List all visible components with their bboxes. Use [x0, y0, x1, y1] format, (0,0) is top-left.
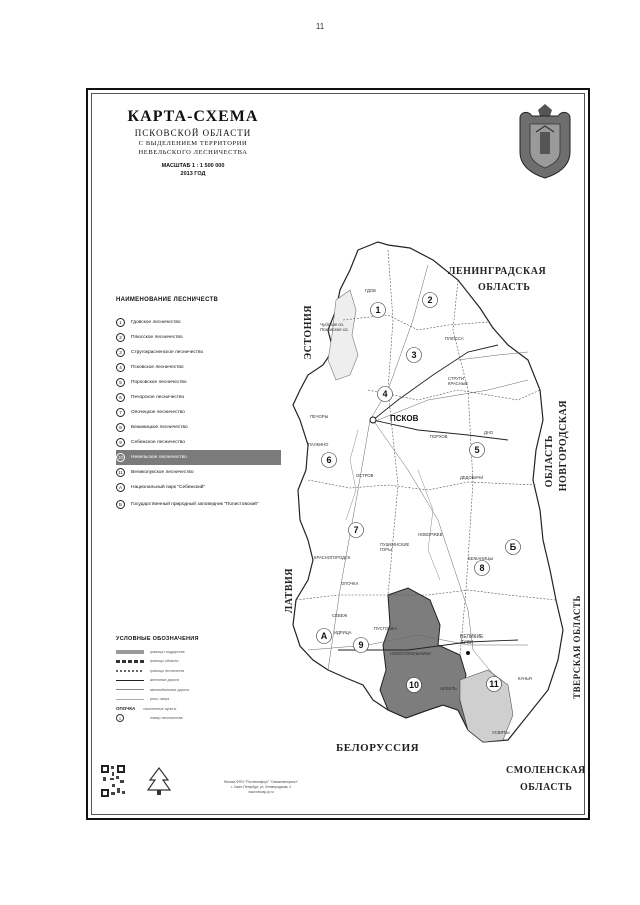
convention-item: [116, 714, 276, 724]
convention-item: [116, 695, 276, 705]
legend-item: [116, 435, 281, 450]
legend-number: А: [116, 483, 125, 492]
legend-number: Б: [116, 500, 125, 509]
city-krasnogorodsk: КРАСНОГОРОДСК: [314, 555, 351, 560]
legend-item: [116, 420, 281, 435]
convention-label: границы области: [150, 659, 179, 664]
state-border-symbol: [116, 650, 144, 654]
label-novgorod-1: НОВГОРОДСКАЯ: [558, 400, 569, 492]
convention-label: населенные пункты: [143, 706, 177, 711]
city-bezhanitsy: БЕЖАНИЦЫ: [468, 556, 494, 561]
legend-number: 7: [116, 408, 125, 417]
city-kunya: КУНЬЯ: [518, 676, 532, 681]
legend-item: [116, 390, 281, 405]
legend-item: [116, 480, 281, 495]
legend-number: 10: [117, 455, 123, 460]
district-number-4: 4: [382, 389, 388, 399]
map-region: ПСКОВСКОЙ ОБЛАСТИ: [134, 128, 252, 138]
city-novorzhev: НОВОРЖЕВ: [418, 532, 443, 537]
city-pushkinskie-gory: ПУШКИНСКИЕ ГОРЫ: [380, 542, 410, 552]
legend-item: [116, 315, 281, 330]
legend-number: 1: [116, 318, 125, 327]
legend-item: [116, 375, 281, 390]
convention-item: [116, 676, 276, 686]
footer-text: [196, 780, 326, 795]
city-pskov: ПСКОВ: [390, 414, 419, 423]
convention-label: номер лесничества: [150, 716, 183, 721]
label-leningrad-2: ОБЛАСТЬ: [478, 282, 531, 293]
legend-item: [116, 405, 281, 420]
city-sebezh: СЕБЕЖ: [332, 613, 348, 618]
label-estonia: ЭСТОНИЯ: [303, 305, 314, 360]
label-belarus: БЕЛОРУССИЯ: [336, 742, 420, 754]
district-number-a: А: [320, 631, 328, 641]
legend-label: Себежское лесничество: [131, 440, 185, 445]
city-opochka: ОПОЧКА: [341, 581, 359, 586]
legend-label: Стругокрасненское лесничество: [131, 350, 204, 355]
legend-item: [116, 465, 281, 480]
city-dno: ДНО: [484, 430, 494, 435]
convention-label: автомобильные дороги: [150, 687, 189, 692]
title-block: [98, 108, 288, 177]
settlement-symbol: ОПОЧКА: [116, 706, 136, 712]
city-gdov: ГДОВ: [365, 288, 376, 293]
organization-logo-icon: [146, 766, 172, 796]
city-velikiye-luki: ВЕЛИКИЕ ЛУКИ: [460, 634, 484, 646]
legend-title: НАИМЕНОВАНИЕ ЛЕСНИЧЕСТВ: [116, 297, 219, 303]
convention-label: граница государства: [150, 649, 185, 654]
road-symbol: [116, 689, 144, 690]
city-dedovichi: ДЕДОВИЧИ: [460, 475, 484, 480]
legend-number: 5: [116, 378, 125, 387]
conventions-legend: [116, 636, 276, 723]
label-smolensk-1: СМОЛЕНСКАЯ: [506, 765, 586, 776]
river-symbol: [116, 699, 144, 700]
legend-label: Опочецкое лесничество: [131, 410, 185, 415]
legend-item: [116, 495, 281, 513]
district-number-11: 11: [489, 679, 499, 689]
label-leningrad-1: ЛЕНИНГРАДСКАЯ: [448, 266, 547, 277]
convention-label: границы лесничеств: [150, 668, 185, 673]
district-number-9: 9: [358, 640, 364, 650]
city-novosokolniki: НОВОСОКОЛЬНИКИ: [390, 651, 431, 656]
district-number-2: 2: [427, 295, 433, 305]
district-number-7: 7: [353, 525, 359, 535]
footer-line-2: г. Санкт-Петербург, ул. Ленинградская, 4: [231, 785, 291, 789]
qr-code-icon: [100, 764, 126, 798]
forestry-legend: [116, 297, 281, 513]
legend-label: Великолукское лесничество: [131, 470, 194, 475]
legend-number: 3: [116, 348, 125, 357]
city-usvyaty: УСВЯТЫ: [492, 730, 510, 735]
label-novgorod-2: ОБЛАСТЬ: [544, 435, 555, 488]
legend-number: 11: [116, 468, 125, 477]
legend-label: Национальный парк "Себежский": [131, 485, 206, 490]
city-idritsa: ИДРИЦА: [334, 630, 352, 635]
city-ostrov: ОСТРОВ: [356, 473, 374, 478]
city-palkino: ПАЛКИНО: [308, 442, 329, 447]
convention-label: реки, озера: [150, 697, 170, 702]
label-smolensk-2: ОБЛАСТЬ: [520, 782, 573, 793]
district-number-5: 5: [474, 445, 480, 455]
legend-label: Бежаницкое лесничество: [131, 425, 188, 430]
convention-item: [116, 704, 276, 714]
legend-item: [116, 330, 281, 345]
convention-item: [116, 666, 276, 676]
lake-label: Чудское оз. Псковское оз.: [320, 322, 349, 332]
convention-label: железные дороги: [150, 678, 179, 683]
legend-item: [116, 360, 281, 375]
city-pustoshka: ПУСТОШКА: [374, 626, 398, 631]
forestry-border-symbol: [116, 670, 144, 672]
coat-of-arms-icon: [516, 102, 574, 180]
district-number-3: 3: [411, 350, 417, 360]
map-scale: МАСШТАБ 1 : 1 500 000: [161, 163, 225, 169]
legend-label: Невельское лесничество: [131, 455, 187, 460]
district-number-b: Б: [509, 542, 517, 552]
city-strugi-krasnye: СТРУГИ КРАСНЫЕ: [448, 376, 469, 386]
city-plyussa: ПЛЮССА: [445, 336, 464, 341]
legend-label: Печорское лесничество: [131, 395, 185, 400]
footer-line-3: www.sevzap-lp.ru: [248, 790, 274, 794]
label-latvia: ЛАТВИЯ: [284, 568, 295, 614]
forestry-number-symbol: 1: [116, 714, 124, 722]
district-number-10: 10: [408, 680, 420, 690]
district-number-6: 6: [326, 455, 332, 465]
map-year: 2013 ГОД: [180, 171, 206, 177]
legend-item: [116, 345, 281, 360]
map-title: КАРТА-СХЕМА: [127, 108, 259, 125]
legend-number: 9: [116, 438, 125, 447]
convention-item: [116, 647, 276, 657]
page-number: 11: [315, 22, 325, 31]
railway-symbol: [116, 680, 144, 681]
city-nevel: НЕВЕЛЬ: [440, 686, 457, 691]
oblast-border-symbol: [116, 660, 144, 663]
conventions-title: УСЛОВНЫЕ ОБОЗНАЧЕНИЯ: [116, 636, 199, 642]
district-number-1: 1: [375, 305, 381, 315]
legend-number: 2: [116, 333, 125, 342]
city-pechory: ПЕЧОРЫ: [310, 414, 329, 419]
legend-number: 8: [116, 423, 125, 432]
legend-label: Гдовское лесничество: [131, 320, 181, 325]
velikiye-luki-marker: [466, 651, 470, 655]
legend-label: Порховское лесничество: [131, 380, 187, 385]
legend-item-highlighted: [116, 450, 281, 465]
pskov-city-marker: [370, 417, 376, 423]
convention-item: [116, 657, 276, 667]
legend-label: Плюсское лесничество: [131, 335, 183, 340]
map-frame: [86, 88, 590, 820]
legend-number: 6: [116, 393, 125, 402]
footer-line-1: Филиал ФГБУ "Рослесинфорг" "Севзаплеспроект": [223, 780, 299, 784]
legend-number: 4: [116, 363, 125, 372]
city-porkhov: ПОРХОВ: [430, 434, 448, 439]
label-tver: ТВЕРСКАЯ ОБЛАСТЬ: [572, 595, 582, 699]
convention-item: [116, 685, 276, 695]
map-subtitle-1: С ВЫДЕЛЕНИЕМ ТЕРРИТОРИИ: [138, 140, 248, 147]
map-subtitle-2: НЕВЕЛЬСКОГО ЛЕСНИЧЕСТВА: [138, 149, 248, 156]
legend-label: Государственный природный заповедник "Полистовский": [131, 501, 259, 507]
map-footer: [100, 764, 400, 804]
legend-label: Псковское лесничество: [131, 365, 184, 370]
district-number-8: 8: [479, 563, 485, 573]
